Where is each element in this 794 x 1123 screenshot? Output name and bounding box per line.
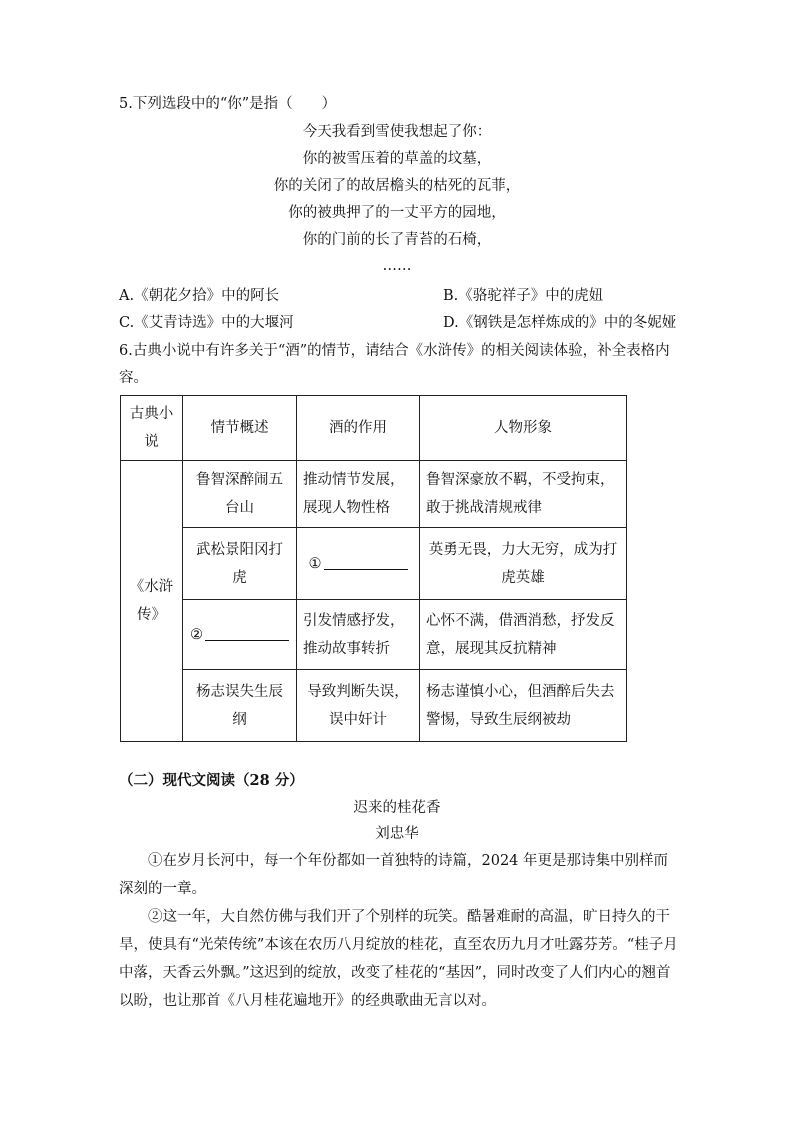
plot-1: 鲁智深醉闹五台山 bbox=[183, 461, 297, 528]
section-heading: （二）现代文阅读（28 分） bbox=[119, 772, 304, 789]
book-name: 《水浒传》 bbox=[121, 461, 183, 742]
answer-blank-2 bbox=[205, 625, 289, 641]
header-character: 人物形象 bbox=[420, 396, 627, 461]
plot-4: 杨志误失生辰纲 bbox=[183, 670, 297, 742]
paragraph-1: ①在岁月长河中，每一个年份都如一首独特的诗篇，2024 年更是那诗集中别样而深刻的一章。 bbox=[119, 853, 669, 897]
character-4: 杨志谨慎小心，但酒醉后失去警惕，导致生辰纲被劫 bbox=[420, 670, 627, 742]
novel-wine-table bbox=[120, 395, 627, 742]
question-6-stem: 6.古典小说中有许多关于“酒”的情节，请结合《水浒传》的相关阅读体验，补全表格内 bbox=[119, 343, 670, 359]
option-c: C.《艾青诗选》中的大堰河 bbox=[119, 315, 294, 331]
effect-1: 推动情节发展，展现人物性格 bbox=[297, 461, 420, 528]
header-novel: 古典小说 bbox=[121, 396, 183, 461]
character-1: 鲁智深豪放不羁，不受拘束，敢于挑战清规戒律 bbox=[420, 461, 627, 528]
blank-marker-1: ① bbox=[308, 555, 322, 572]
poem-ellipsis: …… bbox=[382, 258, 412, 274]
blank-marker-2: ② bbox=[190, 626, 203, 643]
paragraph-2: ②这一年，大自然仿佛与我们开了个别样的玩笑。酷暑难耐的高温，旷日持久的干旱，使具有“光荣传统”本该在农历八月绽放的桂花，直至农历九月才吐露芬芳。“桂子月中落，天香云外飘。”这迟到的绽放，改变了桂花的“基因”，同时改变了人们内心的翘首以盼，也让那首《八月桂花遍地开》的经典歌曲无言以对。 bbox=[119, 909, 678, 1009]
effect-2-blank[interactable] bbox=[297, 528, 420, 600]
poem-line-3: 你的关闭了的故居檐头的枯死的瓦菲， bbox=[273, 178, 521, 194]
poem-line-4: 你的被典押了的一丈平方的园地， bbox=[288, 205, 506, 221]
effect-3: 引发情感抒发，推动故事转折 bbox=[297, 600, 420, 670]
plot-2: 武松景阳冈打虎 bbox=[183, 528, 297, 600]
effect-4: 导致判断失误，误中奸计 bbox=[297, 670, 420, 742]
header-effect: 酒的作用 bbox=[297, 396, 420, 461]
plot-3-blank[interactable] bbox=[183, 600, 297, 670]
character-3: 心怀不满，借酒消愁，抒发反意，展现其反抗精神 bbox=[420, 600, 627, 670]
question-5-stem: 5.下列选段中的“你”是指（ ） bbox=[119, 96, 337, 112]
poem-line-2: 你的被雪压着的草盖的坟墓， bbox=[302, 151, 492, 167]
option-d: D.《钢铁是怎样炼成的》中的冬妮娅 bbox=[443, 315, 677, 331]
article-title: 迟来的桂花香 bbox=[353, 800, 441, 816]
character-2: 英勇无畏，力大无穷，成为打虎英雄 bbox=[420, 528, 627, 600]
poem-line-5: 你的门前的长了青苔的石椅， bbox=[302, 232, 492, 248]
option-a: A.《朝花夕拾》中的阿长 bbox=[119, 288, 280, 304]
article-author: 刘忠华 bbox=[375, 826, 419, 842]
poem-line-1: 今天我看到雪使我想起了你： bbox=[302, 124, 492, 140]
header-plot: 情节概述 bbox=[183, 396, 297, 461]
answer-blank-1 bbox=[324, 554, 408, 570]
question-6-stem-cont: 容。 bbox=[119, 370, 148, 386]
option-b: B.《骆驼祥子》中的虎妞 bbox=[443, 288, 604, 304]
